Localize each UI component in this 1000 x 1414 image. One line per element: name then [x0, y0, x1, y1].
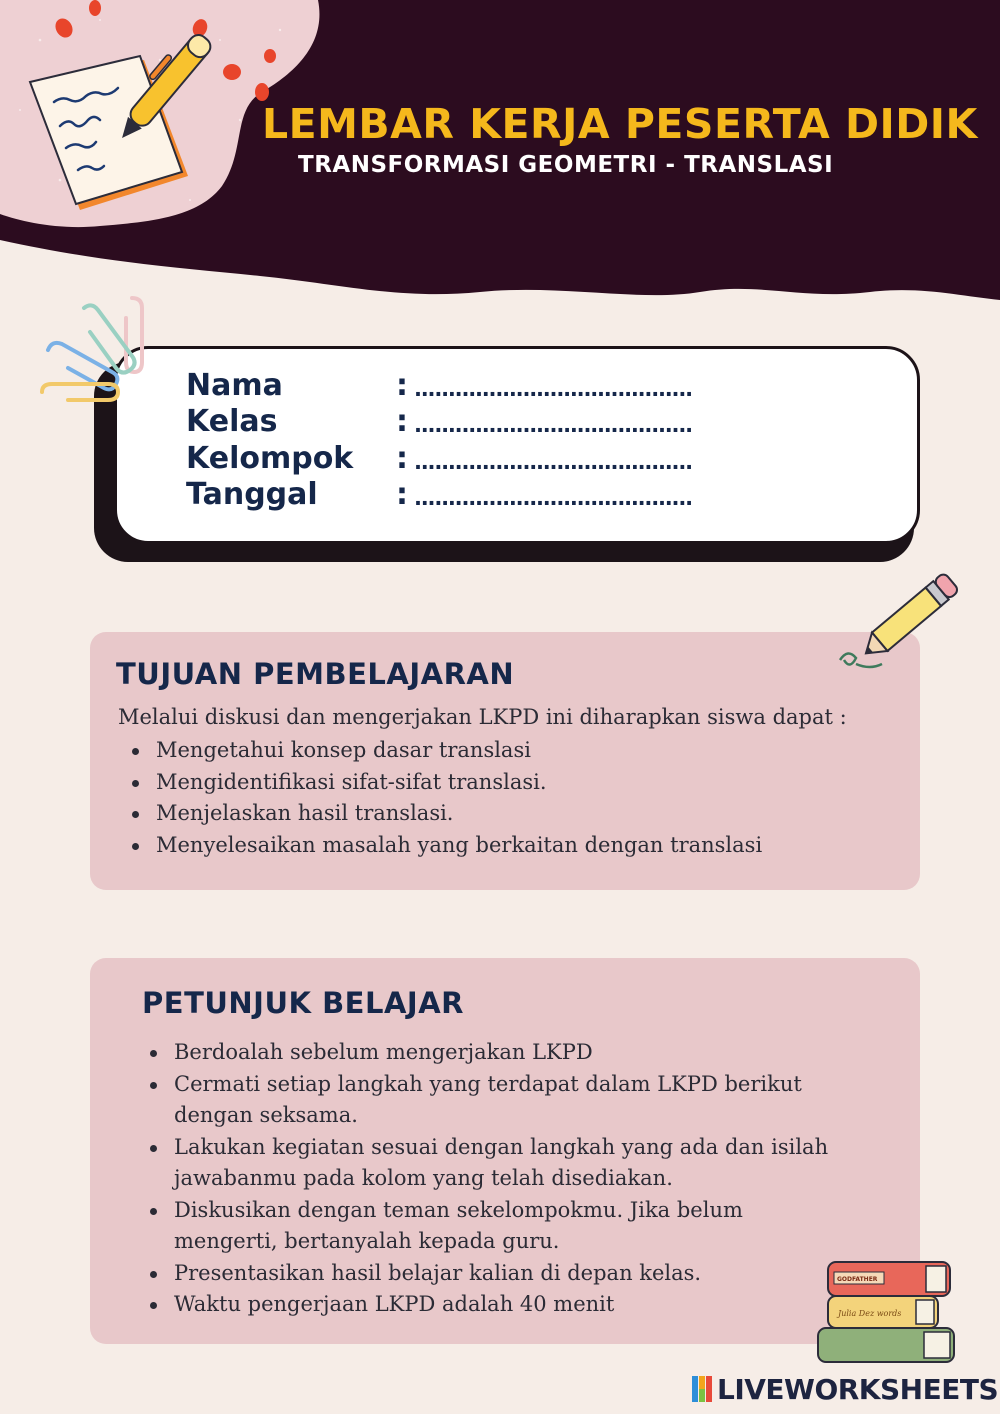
list-item: Menyelesaikan masalah yang berkaitan dengan translasi: [128, 830, 908, 862]
list-item: Lakukan kegiatan sesuai dengan langkah yang ada dan isilah jawabanmu pada kolom yang telah disediakan.: [146, 1132, 836, 1195]
book-spine-2: Julia Dez words: [838, 1309, 902, 1318]
field-kelas: [186, 403, 826, 439]
book-spine-1: GODFATHER: [837, 1276, 878, 1283]
liveworksheets-logo: [692, 1372, 998, 1406]
list-item: Menjelaskan hasil translasi.: [128, 798, 908, 830]
petunjuk-list: [146, 1037, 836, 1321]
field-nama-label: Nama: [186, 367, 283, 403]
page-subtitle: TRANSFORMASI GEOMETRI - TRANSLASI: [298, 152, 834, 178]
pencil-icon: [834, 568, 960, 678]
tujuan-heading: TUJUAN PEMBELAJARAN: [116, 657, 515, 691]
field-kelompok-blank[interactable]: .........................................: [414, 450, 692, 474]
field-tanggal-blank[interactable]: .........................................: [414, 486, 692, 510]
tujuan-intro: Melalui diskusi dan mengerjakan LKPD ini diharapkan siswa dapat :: [118, 705, 847, 729]
field-kelompok-label: Kelompok: [186, 440, 354, 476]
field-tanggal-colon: :: [396, 476, 408, 512]
field-kelompok: [186, 440, 826, 476]
list-item: Mengidentifikasi sifat-sifat translasi.: [128, 767, 908, 799]
list-item: Mengetahui konsep dasar translasi: [128, 735, 908, 767]
book-stack-icon: [812, 1250, 968, 1370]
liveworksheets-icon: [692, 1376, 714, 1402]
field-nama: [186, 367, 826, 403]
field-kelompok-colon: :: [396, 440, 408, 476]
list-item: Berdoalah sebelum mengerjakan LKPD: [146, 1037, 836, 1069]
field-kelas-label: Kelas: [186, 403, 278, 439]
list-item: Presentasikan hasil belajar kalian di depan kelas.: [146, 1258, 836, 1290]
list-item: Diskusikan dengan teman sekelompokmu. Jika belum mengerti, bertanyalah kepada guru.: [146, 1195, 836, 1258]
field-tanggal-label: Tanggal: [186, 476, 318, 512]
paperclips-icon: [34, 290, 164, 420]
page-title: LEMBAR KERJA PESERTA DIDIK: [262, 100, 978, 148]
brand-text: LIVEWORKSHEETS: [717, 1372, 999, 1406]
list-item: Waktu pengerjaan LKPD adalah 40 menit: [146, 1289, 836, 1321]
notebook-pen-icon: [26, 26, 216, 216]
field-nama-blank[interactable]: .........................................: [414, 377, 692, 401]
petunjuk-heading: PETUNJUK BELAJAR: [142, 986, 464, 1020]
field-kelas-colon: :: [396, 403, 408, 439]
tujuan-list: [128, 735, 908, 861]
field-nama-colon: :: [396, 367, 408, 403]
field-kelas-blank[interactable]: .........................................: [414, 413, 692, 437]
list-item: Cermati setiap langkah yang terdapat dalam LKPD berikut dengan seksama.: [146, 1069, 836, 1132]
field-tanggal: [186, 476, 826, 512]
